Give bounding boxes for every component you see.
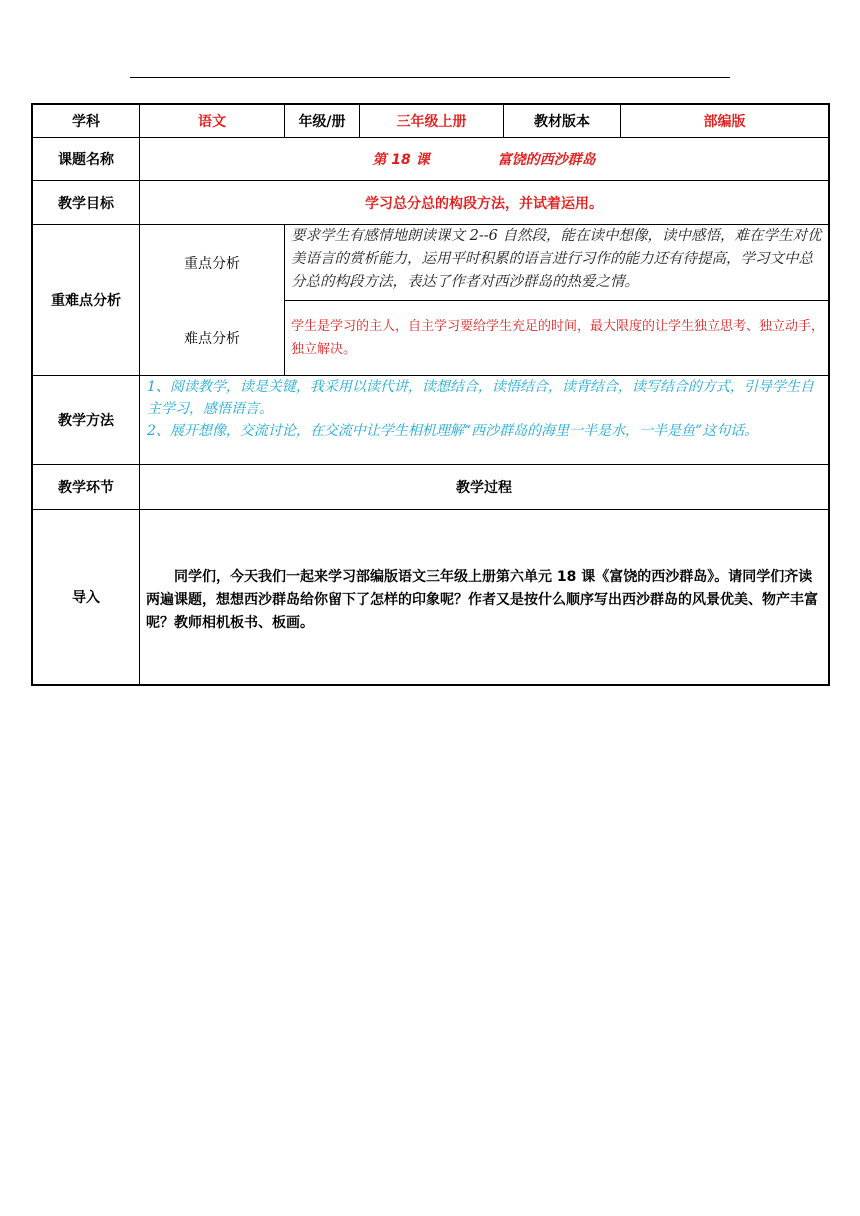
lesson-title-cell [140,138,828,180]
row-divider [284,300,829,301]
goal-value: 学习总分总的构段方法，并试着运用。 [365,195,603,212]
row-divider [31,509,829,510]
intro-label: 导入 [72,590,100,606]
header-rule [130,77,730,78]
difficult-point-text: 学生是学习的主人，自主学习要给学生充足的时间，最大限度的让学生独立思考、独立动手，独立解决。 [291,319,825,357]
method-item-2: 2、展开想像，交流讨论，在交流中让学生相机理解“西沙群岛的海里一半是水，一半是鱼”这句话。 [147,423,759,439]
stage-label: 教学环节 [58,480,114,496]
edition-label: 教材版本 [534,114,590,130]
key-point-label: 重点分析 [184,255,240,272]
column-divider [284,224,285,375]
key-point-text: 要求学生有感情地朗读课文 2--6 自然段，能在读中想像，读中感悟，难在学生对优美语言的赏析能力，运用平时积累的语言进行习作的能力还有待提高，学习文中总分总的构段方法，表达了作者对西沙群岛的热爱之情。 [291,228,822,290]
edition-value: 部编版 [703,114,746,130]
table-border-bottom [31,684,829,686]
subject-label: 学科 [72,114,100,130]
difficult-point-label: 难点分析 [184,331,240,347]
method-label: 教学方法 [58,413,114,429]
method-item-1: 1、阅读教学，读是关键，我采用以读代讲，读想结合，读悟结合，读背结合，读写结合的方式，引导学生自主学习，感悟语言。 [147,379,814,417]
grade-label: 年级/册 [298,114,346,130]
process-label: 教学过程 [456,480,512,496]
lesson-title: 富饶的西沙群岛 [497,152,596,168]
table-border-right [828,103,830,686]
analysis-label: 重难点分析 [51,293,121,309]
subject-value: 语文 [198,114,226,130]
topic-label: 课题名称 [58,152,114,168]
intro-text: 同学们，今天我们一起来学习部编版语文三年级上册第六单元 18 课《富饶的西沙群岛》。请同学们齐读两遍课题，想想西沙群岛给你留下了怎样的印象呢？作者又是按什么顺序写出西沙群岛的风景优美、物产丰富呢？教师相机板书、板画。 [146,569,818,631]
goal-label: 教学目标 [58,195,114,212]
method-text [147,376,825,464]
grade-value: 三年级上册 [396,114,467,130]
lesson-number: 第 18 课 [372,152,430,168]
